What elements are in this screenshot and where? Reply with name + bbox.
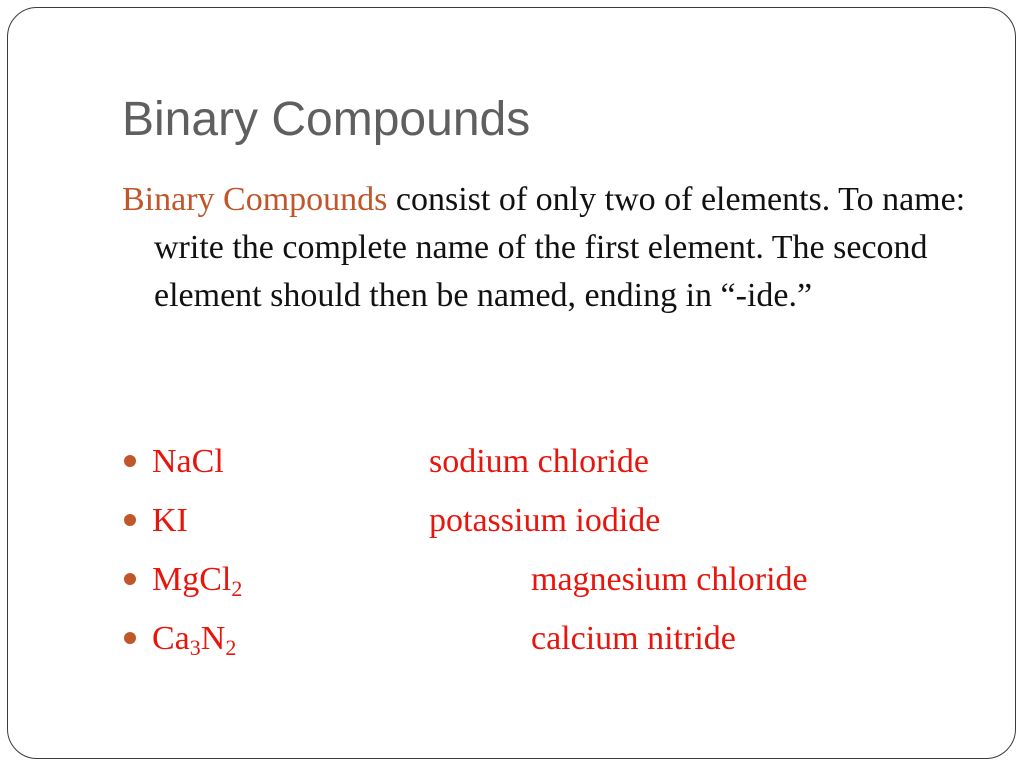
slide-title: Binary Compounds [122, 93, 531, 146]
formula-part: MgCl [152, 561, 232, 598]
example-formula [152, 497, 188, 545]
slide-frame [7, 7, 1016, 759]
example-name: calcium nitride [531, 620, 736, 657]
example-name: sodium chloride [429, 443, 650, 480]
bullet-icon [124, 455, 136, 467]
bullet-icon [124, 514, 136, 526]
intro-text: consist of only two of elements. To name: write the complete name of the first element. The second element should then be named, ending in “-ide.” [154, 181, 966, 314]
formula-subscript: 3 [189, 635, 201, 660]
bullet-icon [124, 573, 136, 585]
example-name: potassium iodide [429, 502, 661, 539]
formula-part: KI [152, 502, 188, 539]
formula-part: N [200, 620, 226, 657]
example-formula [152, 438, 224, 486]
example-formula [152, 556, 242, 604]
intro-term: Binary Compounds [122, 181, 388, 218]
bullet-icon [124, 632, 136, 644]
formula-part: Ca [152, 620, 190, 657]
example-name: magnesium chloride [531, 561, 808, 598]
example-formula [152, 615, 236, 663]
formula-subscript: 2 [225, 635, 237, 660]
intro-paragraph [122, 176, 1002, 320]
formula-subscript: 2 [231, 576, 243, 601]
formula-part: NaCl [152, 443, 224, 480]
